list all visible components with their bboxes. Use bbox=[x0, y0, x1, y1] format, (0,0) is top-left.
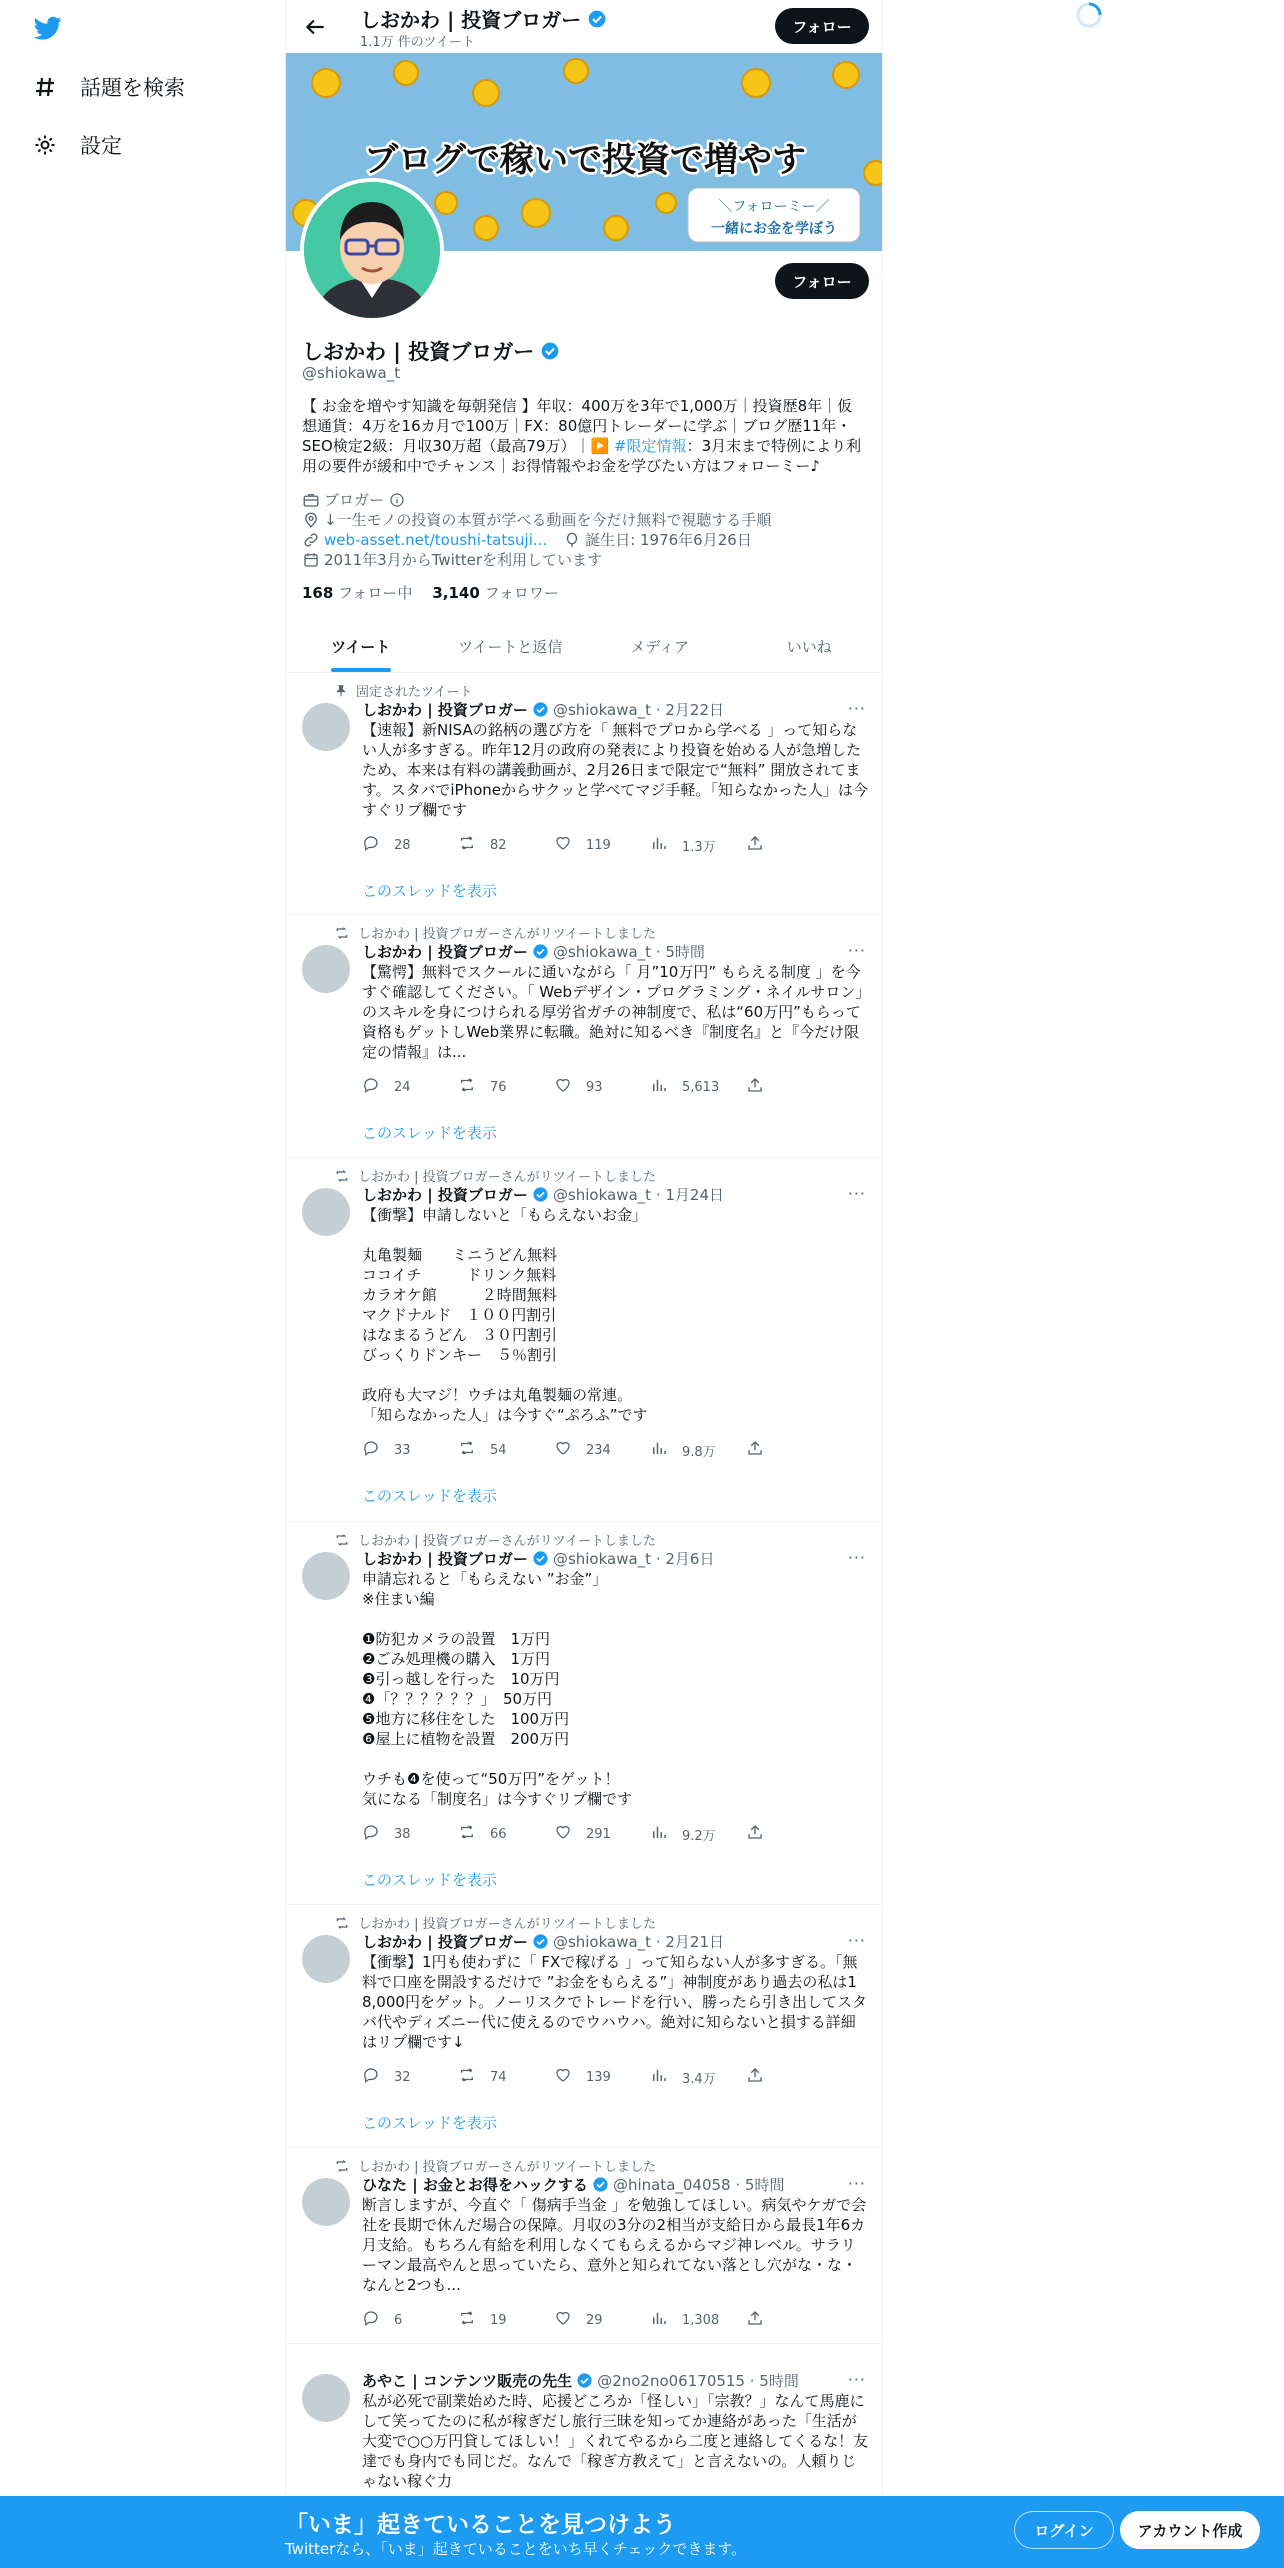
back-arrow-icon[interactable] bbox=[302, 14, 328, 40]
header-follow-button[interactable]: フォロー bbox=[775, 8, 869, 44]
reply-button[interactable]: 28 bbox=[362, 834, 458, 856]
tweet-header bbox=[362, 941, 705, 962]
like-button[interactable]: 291 bbox=[554, 1823, 650, 1845]
profile-avatar[interactable] bbox=[300, 178, 444, 322]
verified-badge-icon bbox=[532, 701, 549, 718]
reply-icon bbox=[362, 2066, 380, 2088]
more-options-icon[interactable]: ··· bbox=[847, 2370, 866, 2389]
retweet-icon bbox=[458, 2066, 476, 2088]
profile-name: しおかわ | 投資ブロガー bbox=[302, 336, 560, 366]
tweet-context: 固定されたツイート bbox=[334, 681, 472, 700]
tweet-header bbox=[362, 699, 724, 720]
retweet-icon bbox=[458, 1823, 476, 1845]
share-icon bbox=[746, 2309, 764, 2331]
hashtag-icon bbox=[32, 74, 58, 100]
tweet-handle-time[interactable]: @shiokawa_t · 2月6日 bbox=[552, 1550, 715, 1568]
heart-icon bbox=[554, 2309, 572, 2331]
tweet-text: 申請忘れると「もらえない ”お金”」 ※住まい編 ❶防犯カメラの設置 1万円 ❷ごみ処理機の購入 1万円 ❸引っ越しを行った 10万円 ❹「？？？？？？」 50万円 ❺地方に移住をした 100万円 ❻屋上に植物を設置 200万円 ウチも❹を使って“50万円”をゲット！ 気になる「制度名」は今すぐリプ欄です bbox=[362, 1570, 633, 1808]
retweet-icon bbox=[458, 1076, 476, 1098]
more-options-icon[interactable]: ··· bbox=[847, 941, 866, 960]
tweet-actions bbox=[362, 1823, 786, 1845]
briefcase-icon bbox=[302, 491, 320, 509]
tweet-text: 【驚愕】無料でスクールに通いながら「 月”10万円” もらえる制度 」を今すぐ確認してください。「 Webデザイン・プログラミング・ネイルサロン」のスキルを身につけられる厚労省ガチの神制度で、私は“60万円”もらって資格もゲットしWeb業界に転職。絶対に知るべき『制度名』と『今だけ限定の情報』は... bbox=[362, 963, 863, 1061]
reply-button[interactable]: 32 bbox=[362, 2066, 458, 2088]
show-thread-link[interactable]: このスレッドを表示 bbox=[362, 1124, 497, 1142]
avatar[interactable] bbox=[302, 1188, 350, 1236]
tweet-text: 私が必死で副業始めた時、応援どころか「怪しい」「宗教？」なんて馬鹿にして笑ってたのに私が稼ぎだし旅行三昧を知ってか連絡があった「生活が大変で○○万円貸してほしい！」くれてやるから二度と連絡してくるな！友達でも身内でも同じだ。なんで「稼ぎ方教えて」と言えないの。人頼りじゃない稼ぐ力 bbox=[362, 2392, 869, 2490]
show-thread-link[interactable]: このスレッドを表示 bbox=[362, 2114, 497, 2132]
verified-badge-icon bbox=[532, 1550, 549, 1567]
avatar[interactable] bbox=[302, 1935, 350, 1983]
retweet-icon bbox=[334, 1168, 350, 1184]
tweet-item[interactable] bbox=[286, 2148, 883, 2344]
share-button[interactable] bbox=[746, 834, 786, 856]
like-button[interactable]: 139 bbox=[554, 2066, 650, 2088]
tweet-actions bbox=[362, 1439, 786, 1461]
tweet-context: しおかわ | 投資ブロガーさんがリツイートしました bbox=[334, 2156, 656, 2175]
profile-url-birthday bbox=[302, 529, 752, 550]
loading-spinner-icon bbox=[1074, 0, 1104, 30]
show-thread-link[interactable]: このスレッドを表示 bbox=[362, 1487, 497, 1505]
signup-banner-title: 「いま」起きていることを見つけよう bbox=[285, 2512, 676, 2538]
reply-icon bbox=[362, 1076, 380, 1098]
tweet-item[interactable] bbox=[286, 1158, 883, 1522]
tweet-author-name[interactable]: あやこ | コンテンツ販売の先生 bbox=[362, 2372, 573, 2390]
retweet-icon bbox=[334, 925, 350, 941]
verified-badge-icon bbox=[532, 1186, 549, 1203]
retweet-button[interactable]: 19 bbox=[458, 2309, 554, 2331]
retweet-icon bbox=[458, 834, 476, 856]
heart-icon bbox=[554, 834, 572, 856]
share-button[interactable] bbox=[746, 1076, 786, 1098]
tweet-handle-time[interactable]: @2no2no06170515 · 5時間 bbox=[597, 2372, 799, 2390]
profile-location: ↓一生モノの投資の本質が学べる動画を今だけ無料で視聴する手順 bbox=[302, 509, 771, 530]
tweet-text: 断言しますが、今直ぐ「 傷病手当金 」を勉強してほしい。病気やケガで会社を長期で休んだ場合の保障。月収の3分の2相当が支給日から最長1年6カ月支給。もちろん有給を利用しなくてもらえるからマジ神レベル。サラリーマン最高やんと思っていたら、意外と知られてない落とし穴がな・な・なんと2つも... bbox=[362, 2196, 867, 2294]
views-button[interactable]: 5,613 bbox=[650, 1076, 746, 1098]
following-link[interactable]: 168 フォロー中 bbox=[302, 584, 413, 602]
tweet-header bbox=[362, 1931, 724, 1952]
profile-tabs bbox=[286, 620, 883, 673]
more-options-icon[interactable]: ··· bbox=[847, 1931, 866, 1950]
retweet-button[interactable]: 54 bbox=[458, 1439, 554, 1461]
tweet-item[interactable] bbox=[286, 2344, 883, 2504]
verified-badge-icon bbox=[532, 943, 549, 960]
retweet-icon bbox=[334, 2158, 350, 2174]
heart-icon bbox=[554, 1439, 572, 1461]
follow-stats bbox=[302, 582, 559, 603]
tweet-text: 【速報】新NISAの銘柄の選び方を「 無料でプロから学べる 」って知らない人が多すぎる。昨年12月の政府の発表により投資を始める人が急増したため、本来は有料の講義動画が、2月26日まで限定で“無料” 開放されてます。スタバでiPhoneからサクッと学べてマジ手軽。「知らなかった人」は今すぐリプ欄です bbox=[362, 721, 868, 819]
retweet-button[interactable]: 82 bbox=[458, 834, 554, 856]
tweet-author-name[interactable]: しおかわ | 投資ブロガー bbox=[362, 1550, 528, 1568]
share-icon bbox=[746, 834, 764, 856]
tweet-actions bbox=[362, 834, 786, 856]
tweet-context: しおかわ | 投資ブロガーさんがリツイートしました bbox=[334, 923, 656, 942]
tweet-item[interactable] bbox=[286, 1905, 883, 2148]
tweet-handle-time[interactable]: @shiokawa_t · 5時間 bbox=[552, 943, 705, 961]
retweet-button[interactable]: 66 bbox=[458, 1823, 554, 1845]
retweet-icon bbox=[334, 1532, 350, 1548]
share-button[interactable] bbox=[746, 1823, 786, 1845]
like-button[interactable]: 93 bbox=[554, 1076, 650, 1098]
more-options-icon[interactable]: ··· bbox=[847, 699, 866, 718]
share-icon bbox=[746, 1076, 764, 1098]
more-options-icon[interactable]: ··· bbox=[847, 2174, 866, 2193]
verified-badge-icon bbox=[592, 2176, 609, 2193]
more-options-icon[interactable]: ··· bbox=[847, 1184, 866, 1203]
tweet-author-name[interactable]: しおかわ | 投資ブロガー bbox=[362, 701, 528, 719]
tab-tweets[interactable]: ツイート bbox=[286, 620, 436, 672]
tab-tweets-and-replies[interactable]: ツイートと返信 bbox=[458, 637, 563, 656]
profile-header-bar bbox=[286, 0, 883, 53]
banner-sub-2: 一緒にお金を学ぼう bbox=[711, 221, 837, 237]
verified-badge-icon bbox=[540, 341, 560, 361]
show-thread-link[interactable]: このスレッドを表示 bbox=[362, 1871, 497, 1889]
profile-handle: @shiokawa_t bbox=[302, 364, 401, 382]
tweet-handle-time[interactable]: @shiokawa_t · 1月24日 bbox=[552, 1186, 724, 1204]
views-button[interactable]: 9.2万 bbox=[650, 1823, 746, 1845]
share-icon bbox=[746, 1439, 764, 1461]
views-icon bbox=[650, 1439, 668, 1461]
like-button[interactable]: 234 bbox=[554, 1439, 650, 1461]
profile-joined: 2011年3月からTwitterを利用しています bbox=[302, 549, 602, 570]
views-button[interactable]: 1,308 bbox=[650, 2309, 746, 2331]
profile-birthday: 誕生日: 1976年6月26日 bbox=[585, 531, 752, 549]
tweet-header bbox=[362, 2370, 799, 2391]
tweet-header bbox=[362, 1548, 714, 1569]
reply-button[interactable]: 6 bbox=[362, 2309, 458, 2331]
sidebar-item-label: 設定 bbox=[80, 134, 122, 158]
views-icon bbox=[650, 1823, 668, 1845]
views-icon bbox=[650, 834, 668, 856]
avatar[interactable] bbox=[302, 2374, 350, 2422]
views-icon bbox=[650, 1076, 668, 1098]
tweet-author-name[interactable]: しおかわ | 投資ブロガー bbox=[362, 943, 528, 961]
profile-follow-button[interactable]: フォロー bbox=[775, 263, 869, 299]
share-icon bbox=[746, 2066, 764, 2088]
reply-icon bbox=[362, 2309, 380, 2331]
banner-headline: ブログで稼いで投資で増やす bbox=[364, 140, 806, 180]
tweet-author-name[interactable]: しおかわ | 投資ブロガー bbox=[362, 1933, 528, 1951]
reply-icon bbox=[362, 834, 380, 856]
tweet-actions bbox=[362, 1076, 786, 1098]
like-button[interactable]: 119 bbox=[554, 834, 650, 856]
heart-icon bbox=[554, 2066, 572, 2088]
login-button[interactable]: ログイン bbox=[1014, 2511, 1114, 2549]
link-icon bbox=[302, 531, 320, 549]
banner-sub-1: ＼フォローミー／ bbox=[718, 199, 830, 215]
location-pin-icon bbox=[302, 511, 320, 529]
reply-button[interactable]: 24 bbox=[362, 1076, 458, 1098]
tweet-actions bbox=[362, 2066, 786, 2088]
verified-badge-icon bbox=[532, 1933, 549, 1950]
tweet-item[interactable] bbox=[286, 673, 883, 915]
tweet-context: しおかわ | 投資ブロガーさんがリツイートしました bbox=[334, 1166, 656, 1185]
tweet-context: しおかわ | 投資ブロガーさんがリツイートしました bbox=[334, 1530, 656, 1549]
tweet-header bbox=[362, 1184, 724, 1205]
retweet-icon bbox=[458, 1439, 476, 1461]
reply-icon bbox=[362, 1439, 380, 1461]
tweet-header bbox=[362, 2174, 784, 2195]
tweet-handle-time[interactable]: @shiokawa_t · 2月21日 bbox=[552, 1933, 724, 1951]
avatar[interactable] bbox=[302, 1552, 350, 1600]
avatar[interactable] bbox=[302, 703, 350, 751]
share-icon bbox=[746, 1823, 764, 1845]
tweet-item[interactable] bbox=[286, 915, 883, 1158]
gear-icon bbox=[32, 132, 58, 158]
tweet-author-name[interactable]: しおかわ | 投資ブロガー bbox=[362, 1186, 528, 1204]
views-button[interactable]: 1.3万 bbox=[650, 834, 746, 856]
share-button[interactable] bbox=[746, 2066, 786, 2088]
tweet-count: 1.1万 件のツイート bbox=[360, 35, 475, 50]
avatar[interactable] bbox=[302, 2178, 350, 2226]
heart-icon bbox=[554, 1076, 572, 1098]
views-icon bbox=[650, 2309, 668, 2331]
reply-icon bbox=[362, 1823, 380, 1845]
views-button[interactable]: 3.4万 bbox=[650, 2066, 746, 2088]
sidebar-item-label: 話題を検索 bbox=[80, 76, 185, 100]
signup-banner bbox=[0, 2496, 1284, 2568]
sidebar-item-settings[interactable] bbox=[32, 125, 122, 165]
tab-media[interactable]: メディア bbox=[630, 637, 690, 656]
tweet-context: しおかわ | 投資ブロガーさんがリツイートしました bbox=[334, 1913, 656, 1932]
hashtag-link[interactable]: #限定情報 bbox=[613, 437, 687, 455]
tweet-text: 【衝撃】1円も使わずに「 FXで稼げる 」って知らない人が多すぎる。「無料で口座を開設するだけで ”お金をもらえる”」神制度があり過去の私は18,000円をゲット。ノーリスクでトレードを行い、勝ったら引き出してスタバ代やディズニー代に使えるのでウハウハ。絶対に知らないと損する詳細はリプ欄です↓ bbox=[362, 1953, 867, 2051]
calendar-icon bbox=[302, 551, 320, 569]
sidebar-item-explore[interactable] bbox=[32, 67, 185, 107]
tweet-item[interactable] bbox=[286, 1522, 883, 1905]
pin-icon bbox=[334, 684, 348, 698]
retweet-icon bbox=[458, 2309, 476, 2331]
profile-column bbox=[285, 0, 883, 2568]
more-options-icon[interactable]: ··· bbox=[847, 1548, 866, 1567]
verified-badge-icon bbox=[576, 2372, 593, 2389]
verified-badge-icon bbox=[587, 9, 607, 29]
info-icon[interactable] bbox=[388, 491, 406, 509]
header-title: しおかわ | 投資ブロガー bbox=[360, 4, 607, 33]
signup-banner-subtitle: Twitterなら、「いま」起きていることをいち早くチェックできます。 bbox=[285, 2540, 747, 2558]
retweet-icon bbox=[334, 1915, 350, 1931]
views-button[interactable]: 9.8万 bbox=[650, 1439, 746, 1461]
signup-button[interactable]: アカウント作成 bbox=[1120, 2511, 1260, 2549]
tweet-author-name[interactable]: ひなた | お金とお得をハックする bbox=[362, 2176, 588, 2194]
share-button[interactable] bbox=[746, 1439, 786, 1461]
tweet-handle-time[interactable]: @hinata_04058 · 5時間 bbox=[612, 2176, 785, 2194]
profile-url[interactable]: web-asset.net/toushi-tatsuji... bbox=[324, 530, 548, 549]
reply-button[interactable]: 33 bbox=[362, 1439, 458, 1461]
views-icon bbox=[650, 2066, 668, 2088]
tweet-handle-time[interactable]: @shiokawa_t · 2月22日 bbox=[552, 701, 724, 719]
reply-button[interactable]: 38 bbox=[362, 1823, 458, 1845]
share-button[interactable] bbox=[746, 2309, 786, 2331]
tweet-actions bbox=[362, 2309, 786, 2331]
avatar[interactable] bbox=[302, 945, 350, 993]
tweet-text: 【衝撃】申請しないと「もらえないお金」 丸亀製麺 ミニうどん無料 ココイチ ドリンク無料 カラオケ館 ２時間無料 マクドナルド １００円割引 はなまるうどん ３０円割引 びっくりドンキー ５％割引 政府も大マジ！ウチは丸亀製麺の常連。 「知らなかった人」は今すぐ“ぷろふ”です bbox=[362, 1206, 648, 1424]
tab-likes[interactable]: いいね bbox=[786, 637, 832, 656]
profile-category: ブロガー bbox=[302, 489, 406, 510]
like-button[interactable]: 29 bbox=[554, 2309, 650, 2331]
profile-bio: 【 お金を増やす知識を毎朝発信 】年収：400万を3年で1,000万｜投資歴8年｜仮想通貨：4万を16カ月で100万｜FX：80億円トレーダーに学ぶ｜ブログ歴11年・SEO検定2級：月収30万超（最高79万）｜▶️ #限定情報：3月末まで特例により利用の要件が緩和中でチャンス｜お得情報やお金を学びたい方はフォローミー♪ bbox=[302, 397, 862, 475]
followers-link[interactable]: 3,140 フォロワー bbox=[432, 584, 559, 602]
show-thread-link[interactable]: このスレッドを表示 bbox=[362, 882, 497, 900]
heart-icon bbox=[554, 1823, 572, 1845]
twitter-logo-icon[interactable] bbox=[32, 14, 64, 42]
balloon-icon bbox=[563, 531, 581, 549]
retweet-button[interactable]: 74 bbox=[458, 2066, 554, 2088]
left-sidebar bbox=[0, 0, 284, 2568]
retweet-button[interactable]: 76 bbox=[458, 1076, 554, 1098]
